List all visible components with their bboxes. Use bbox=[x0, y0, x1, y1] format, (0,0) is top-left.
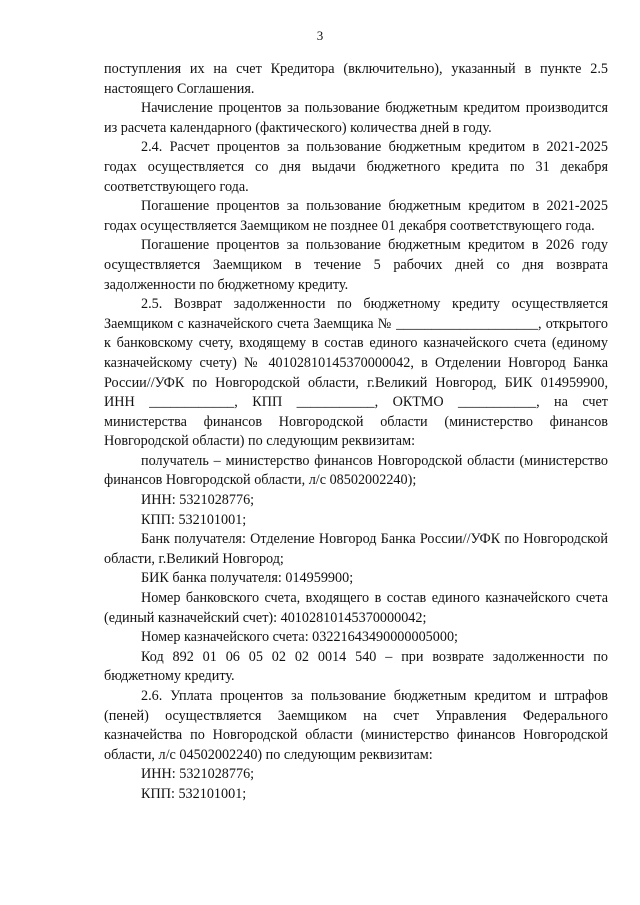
paragraph: 2.4. Расчет процентов за пользование бюджетным кредитом в 2021-2025 годах осуществляется со дня выдачи бюджетного кредита по 31 декабря соответствующего года. bbox=[104, 139, 608, 195]
paragraph: 2.6. Уплата процентов за пользование бюджетным кредитом и штрафов (пеней) осуществляется Заемщиком на счет Управления Федерального казначейства по Новгородской области (министерство финансов Новгородской области, л/с 04502002240) по следующим реквизитам: bbox=[104, 688, 608, 763]
page-number: 3 bbox=[316, 28, 324, 43]
paragraph: Погашение процентов за пользование бюджетным кредитом в 2026 году осуществляется Заемщиком в течение 5 рабочих дней со дня возврата задолженности по бюджетному кредиту. bbox=[104, 237, 608, 293]
paragraph: Номер банковского счета, входящего в состав единого казначейского счета (единый казначейский счет): 40102810145370000042; bbox=[104, 590, 608, 626]
paragraph: Банк получателя: Отделение Новгород Банка России//УФК по Новгородской области, г.Великий Новгород; bbox=[104, 531, 608, 567]
paragraph: Номер казначейского счета: 03221643490000005000; bbox=[141, 629, 458, 646]
paragraph: Код 892 01 06 05 02 02 0014 540 – при возврате задолженности по бюджетному кредиту. bbox=[104, 648, 608, 685]
paragraph: получатель – министерство финансов Новгородской области (министерство финансов Новгородской области, л/с 08502002240); bbox=[104, 452, 608, 489]
paragraph: 2.5. Возврат задолженности по бюджетному кредиту осуществляется Заемщиком с казначейского счета Заемщика № ____________________, открытого к банковскому счету, входящему в состав единого казначейского счета (единому казначейскому счету) № 40102810145370000042, в Отделении Новгород Банка России//УФК по Новгородской области, г.Великий Новгород, БИК 014959900, ИНН ____________, КПП ___________, ОКТМО ___________, на счет министерства финансов Новгородской области (министерство финансов Новгородской области) по следующим реквизитам: bbox=[104, 296, 608, 450]
paragraph: КПП: 532101001; bbox=[141, 511, 247, 528]
document-body bbox=[104, 60, 608, 805]
paragraph: ИНН: 5321028776; bbox=[141, 492, 255, 509]
paragraph: Погашение процентов за пользование бюджетным кредитом в 2021-2025 годах осуществляется Заемщиком не позднее 01 декабря соответствующего года. bbox=[104, 198, 608, 234]
paragraph: поступления их на счет Кредитора (включительно), указанный в пункте 2.5 настоящего Соглашения. bbox=[104, 61, 608, 97]
paragraph: БИК банка получателя: 014959900; bbox=[141, 570, 354, 587]
paragraph: Начисление процентов за пользование бюджетным кредитом производится из расчета календарного (фактического) количества дней в году. bbox=[104, 100, 608, 136]
paragraph: КПП: 532101001; bbox=[141, 785, 247, 802]
paragraph: ИНН: 5321028776; bbox=[141, 766, 255, 783]
